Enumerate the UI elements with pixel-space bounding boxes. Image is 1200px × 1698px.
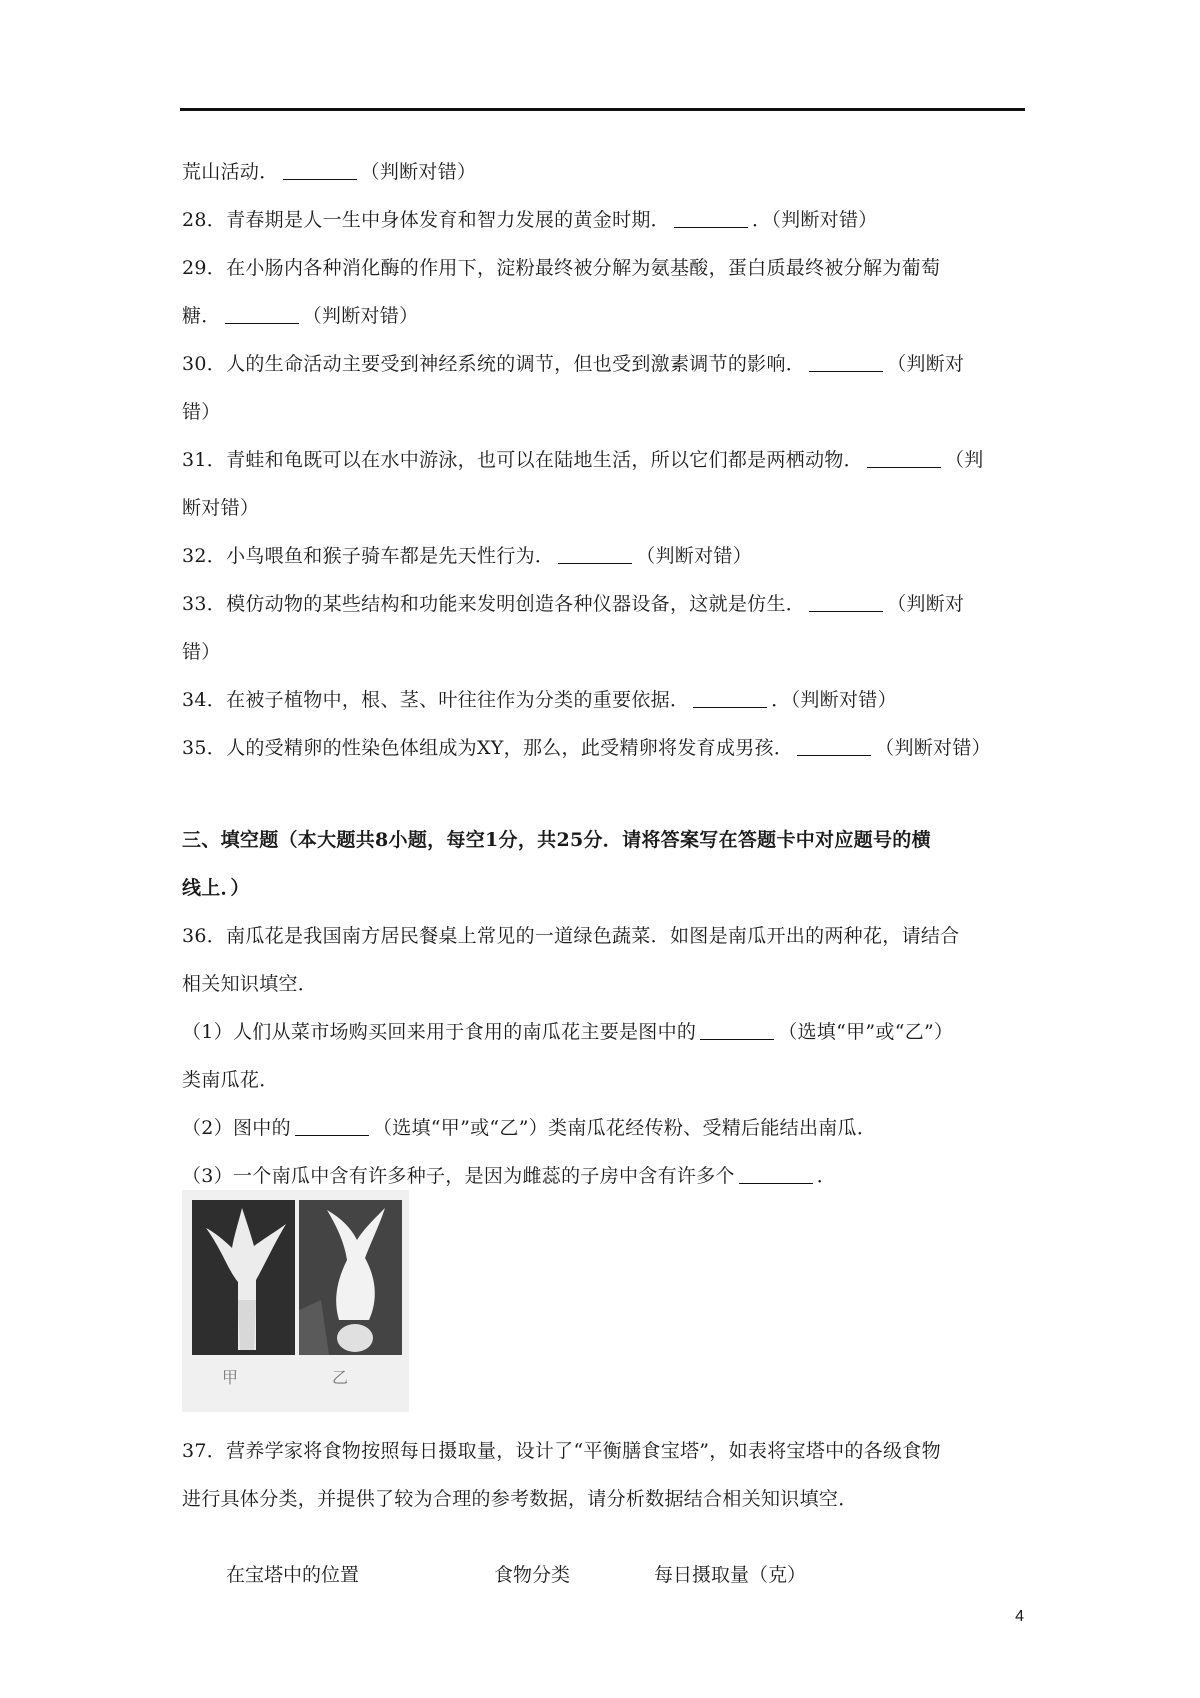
question-35: 35．人的受精卵的性染色体组成为XY，那么，此受精卵将发育成男孩． （判断对错） [182,737,991,759]
page-number: 4 [1015,1608,1024,1625]
answer-blank[interactable] [809,593,883,612]
figure-label-jia: 甲 [222,1368,239,1387]
question-29-cont: 糖． （判断对错） [182,305,419,327]
answer-blank[interactable] [283,161,357,180]
answer-blank[interactable] [797,737,871,756]
table-header-category: 食物分类 [494,1564,571,1586]
answer-blank[interactable] [225,305,299,324]
answer-blank[interactable] [693,689,767,708]
answer-blank[interactable] [867,449,941,468]
table-header-intake: 每日摄取量（克） [654,1564,807,1586]
question-34: 34．在被子植物中，根、茎、叶往往作为分类的重要依据． ．（判断对错） [182,689,897,711]
question-31-cont: 断对错） [182,497,260,519]
answer-blank[interactable] [809,353,883,372]
section-heading-cont: 线上．） [182,877,250,899]
question-line: 荒山活动． （判断对错） [182,161,477,183]
figure-label-yi: 乙 [332,1368,349,1387]
header-rule [180,108,1025,111]
question-29: 29．在小肠内各种消化酶的作用下，淀粉最终被分解为氨基酸，蛋白质最终被分解为葡萄 [182,257,941,279]
flower-yi-photo [299,1200,402,1355]
question-32: 32．小鸟喂鱼和猴子骑车都是先天性行为． （判断对错） [182,545,752,567]
question-33: 33．模仿动物的某些结构和功能来发明创造各种仪器设备，这就是仿生． （判断对 [182,593,965,615]
question-36: 36．南瓜花是我国南方居民餐桌上常见的一道绿色蔬菜．如图是南瓜开出的两种花，请结合 [182,925,960,947]
flower-jia-photo [192,1200,295,1355]
question-36-part-1: （1）人们从菜市场购买回来用于食用的南瓜花主要是图中的 （选填“甲”或“乙”） [182,1021,954,1043]
pumpkin-flower-figure [182,1190,409,1412]
answer-blank[interactable] [295,1117,369,1136]
answer-blank[interactable] [674,209,748,228]
question-30-cont: 错） [182,401,221,423]
question-37-cont: 进行具体分类，并提供了较为合理的参考数据，请分析数据结合相关知识填空． [182,1488,858,1510]
question-37: 37．营养学家将食物按照每日摄取量，设计了“平衡膳食宝塔”，如表将宝塔中的各级食物 [182,1440,941,1462]
answer-blank[interactable] [739,1165,813,1184]
answer-blank[interactable] [558,545,632,564]
question-31: 31．青蛙和龟既可以在水中游泳，也可以在陆地生活，所以它们都是两栖动物． （判 [182,449,984,471]
question-36-part-1-cont: 类南瓜花． [182,1069,279,1091]
question-36-part-2: （2）图中的 （选填“甲”或“乙”）类南瓜花经传粉、受精后能结出南瓜． [182,1117,877,1139]
question-30: 30．人的生命活动主要受到神经系统的调节，但也受到激素调节的影响． （判断对 [182,353,965,375]
table-header-position: 在宝塔中的位置 [226,1564,360,1586]
question-36-part-3: （3）一个南瓜中含有许多种子，是因为雌蕊的子房中含有许多个 ． [182,1165,837,1187]
answer-blank[interactable] [700,1021,774,1040]
question-28: 28．青春期是人一生中身体发育和智力发展的黄金时期． ．（判断对错） [182,209,878,231]
section-heading: 三、填空题（本大题共8小题，每空1分，共25分．请将答案写在答题卡中对应题号的横 [182,829,931,851]
question-36-cont: 相关知识填空． [182,973,318,995]
question-33-cont: 错） [182,641,221,663]
